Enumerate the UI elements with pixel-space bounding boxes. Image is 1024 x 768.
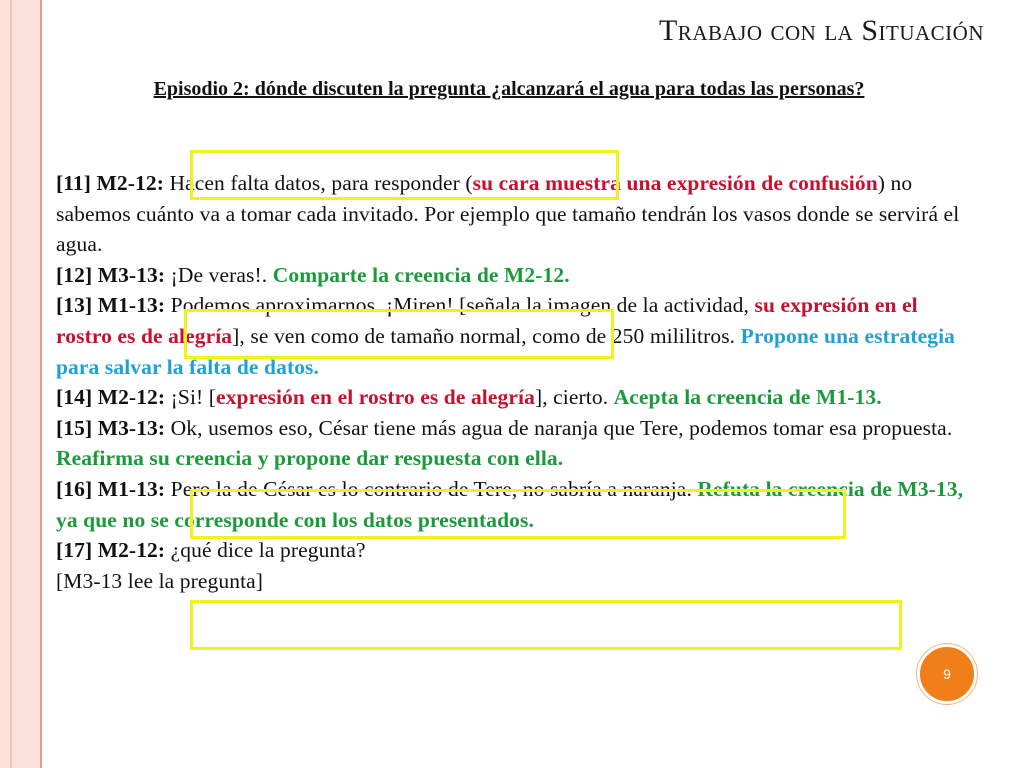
utterance-text: ], se ven como de tamaño normal, como de 250 mililitros. [232, 323, 741, 348]
strategy-note: Propone una estrategia para salvar la falta de datos. [56, 323, 956, 379]
transcript-line-14 [56, 382, 966, 413]
slide-title: Trabajo con la Situación [658, 14, 984, 47]
slide-sidebar-decoration [0, 0, 42, 768]
emotion-note: su cara muestra una expresión de confusión [472, 171, 878, 195]
transcript-line-15 [56, 413, 966, 474]
utterance-text: ], cierto. [534, 385, 614, 410]
episode-heading: Episodio 2: dónde discuten la pregunta ¿alcanzará el agua para todas las personas? [153, 78, 865, 100]
highlight-box [190, 150, 619, 200]
speaker-tag: [12] M3-13: [56, 262, 166, 287]
speaker-tag: [17] M2-12: [56, 538, 166, 563]
speaker-tag: [16] M1-13: [56, 476, 166, 501]
page-number-badge: 9 [917, 644, 977, 704]
highlight-box [184, 309, 614, 359]
speaker-tag: [11] M2-12: [56, 171, 164, 195]
utterance-text: ) no sabemos cuánto va a tomar cada invitado. Por ejemplo que tamaño tendrán los vasos donde se servirá el agua. [56, 171, 960, 257]
highlight-box [190, 600, 902, 650]
speaker-tag: [14] M2-12: [56, 385, 166, 410]
belief-note: Acepta la creencia de M1-13. [613, 385, 882, 410]
transcript-line-17 [56, 535, 966, 566]
transcript-line-12 [56, 260, 966, 291]
utterance-text: ¡Si! [ [165, 385, 217, 410]
utterance-text: Ok, usemos eso, César tiene más agua de naranja que Tere, podemos tomar esa propuesta. [165, 415, 953, 440]
utterance-text: ¡De veras!. [165, 262, 273, 287]
utterance-text: ¿qué dice la pregunta? [165, 538, 366, 563]
emotion-note: expresión en el rostro es de alegría [216, 385, 535, 410]
belief-note: Refuta la creencia de M3-13, ya que no se corresponde con los datos presentados. [56, 476, 964, 532]
highlight-box [190, 489, 846, 539]
stage-direction: [M3-13 lee la pregunta] [56, 568, 264, 593]
utterance-text: Hacen falta datos, para responder ( [163, 171, 473, 195]
utterance-text: Pero la de César es lo contrario de Tere, no sabría a naranja. [165, 476, 698, 501]
transcript-line-stage-direction [56, 566, 966, 597]
belief-note: Reafirma su creencia y propone dar respuesta con ella. [56, 446, 564, 471]
speaker-tag: [15] M3-13: [56, 415, 166, 440]
belief-note: Comparte la creencia de M2-12. [272, 262, 570, 287]
utterance-text: Podemos aproximarnos. ¡Miren! [señala la imagen de la actividad, [165, 293, 755, 318]
emotion-note: su expresión en el rostro es de alegría [56, 293, 918, 348]
speaker-tag: [13] M1-13: [56, 293, 166, 318]
